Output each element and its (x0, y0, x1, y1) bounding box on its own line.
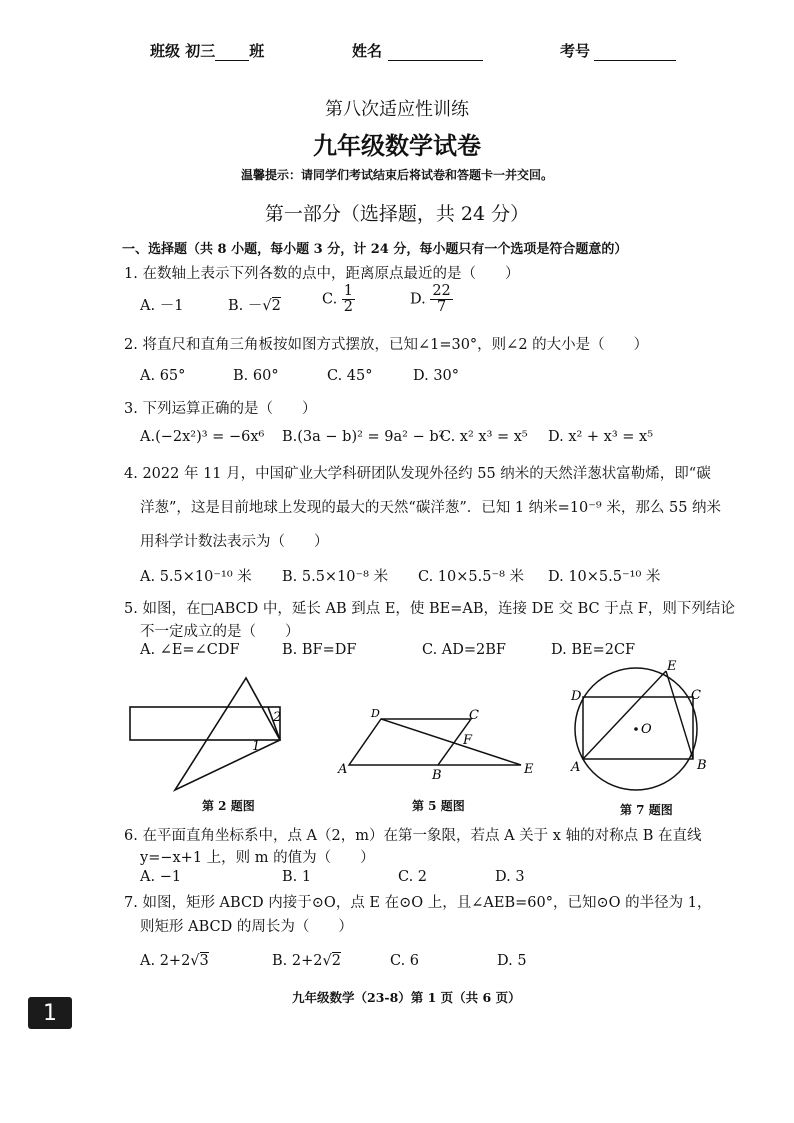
class-field (150, 40, 264, 61)
q4-option-c: C. 10×5.5⁻⁸ 米 (418, 569, 525, 585)
q3-stem: 3. 下列运算正确的是（ ） (124, 401, 317, 417)
figure-q2 (128, 672, 290, 802)
q7-line1: 7. 如图，矩形 ABCD 内接于⊙O，点 E 在⊙O 上，且∠AEB=60°，已知⊙O 的半径为 1， (124, 895, 712, 911)
q5-option-a: A. ∠E=∠CDF (140, 642, 240, 658)
section-heading: 一、选择题（共 8 小题，每小题 3 分，计 24 分，每小题只有一个选项是符合题意的） (122, 242, 628, 257)
class-suffix: 班 (249, 42, 265, 60)
q1-option-c-numerator: 1 (343, 283, 354, 299)
segment-de (381, 719, 521, 765)
q1-option-d (410, 284, 453, 315)
q6-line2: y=−x+1 上，则 m 的值为（ ） (140, 850, 375, 866)
point-o-label: O (641, 722, 652, 737)
q6-option-c: C. 2 (398, 869, 428, 885)
q5-line1: 5. 如图，在□ABCD 中，延长 AB 到点 E，使 BE=AB，连接 DE 交 BC 于点 F，则下列结论 (124, 601, 735, 617)
q7-option-b-prefix: B. 2+2 (272, 953, 323, 969)
q7-option-a-radicand: 3 (199, 953, 209, 969)
point-b-label: B (432, 768, 442, 783)
q3-option-d: D. x² + x³ = x⁵ (548, 429, 654, 445)
q2-option-d: D. 30° (413, 368, 460, 384)
sqrt-sign: √ (190, 953, 200, 969)
q7-option-c: C. 6 (390, 953, 420, 969)
q2-option-b: B. 60° (233, 368, 279, 384)
triangle-ruler (175, 678, 280, 790)
q1-option-c-prefix: C. (322, 291, 338, 308)
q4-line1: 4. 2022 年 11 月，中国矿业大学科研团队发现外径约 55 纳米的天然洋葱状富勒烯，即“碳 (124, 466, 711, 482)
figure-q5 (335, 705, 545, 785)
q7-option-b (272, 953, 341, 969)
q1-option-d-prefix: D. (410, 291, 426, 308)
q7-option-a-prefix: A. 2+2 (140, 953, 191, 969)
figure-q2-caption: 第 2 题图 (202, 799, 255, 813)
q1-option-c (322, 284, 355, 315)
q3-option-b: B.(3a − b)² = 9a² − b² (282, 429, 445, 445)
q4-line2: 洋葱”，这是目前地球上发现的最大的天然“碳洋葱”．已知 1 纳米=10⁻⁹ 米，那么 55 纳米 (140, 500, 722, 516)
q1-option-b-radicand: 2 (271, 298, 281, 314)
q1-option-d-numerator: 22 (432, 283, 451, 299)
point-a-label: A (571, 760, 581, 775)
ruler (130, 707, 280, 740)
part1-heading: 第一部分（选择题，共 24 分） (264, 203, 530, 225)
q7-option-b-radicand: 2 (331, 953, 341, 969)
q7-option-d: D. 5 (497, 953, 527, 969)
class-blank (215, 60, 249, 61)
q6-line1: 6. 在平面直角坐标系中，点 A（2，m）在第一象限，若点 A 关于 x 轴的对称点 B 在直线 (124, 828, 702, 844)
q5-option-d: D. BE=2CF (551, 642, 636, 658)
q6-option-d: D. 3 (495, 869, 525, 885)
q1-option-b (228, 294, 281, 315)
name-field (352, 40, 483, 61)
q5-line2: 不一定成立的是（ ） (140, 624, 300, 640)
q1-option-a: A. －1 (140, 298, 184, 314)
sqrt-sign: √ (322, 953, 332, 969)
angle-2-label: 2 (273, 710, 282, 725)
q3-option-a: A.(−2x²)³ = −6x⁶ (140, 429, 265, 445)
name-label: 姓名 (352, 42, 383, 60)
point-c-label: C (469, 708, 479, 723)
point-a-label: A (338, 762, 348, 777)
reminder-text: 温馨提示：请同学们考试结束后将试卷和答题卡一并交回。 (240, 168, 553, 182)
q7-line2: 则矩形 ABCD 的周长为（ ） (140, 919, 353, 935)
point-f-label: F (463, 733, 473, 748)
q6-option-a: A. −1 (140, 869, 182, 885)
segment-be (666, 671, 693, 759)
point-d-label: D (571, 689, 582, 704)
figure-q5-caption: 第 5 题图 (412, 799, 465, 813)
page-number-badge: 1 (28, 997, 72, 1029)
figure-q7-caption: 第 7 题图 (620, 803, 673, 817)
q2-stem: 2. 将直尺和直角三角板按如图方式摆放，已知∠1=30°，则∠2 的大小是（ ） (124, 337, 649, 353)
sqrt-sign: √ (262, 298, 272, 314)
figure-q7 (565, 655, 715, 805)
point-e-label: E (667, 659, 677, 674)
exam-title: 九年级数学试卷 (313, 131, 481, 160)
q4-line3: 用科学计数法表示为（ ） (140, 534, 329, 550)
q2-option-a: A. 65° (140, 368, 186, 384)
center-o-dot (634, 727, 638, 731)
q5-option-b: B. BF=DF (282, 642, 357, 658)
point-c-label: C (691, 688, 701, 703)
point-e-label: E (524, 762, 534, 777)
exam-number-field (560, 40, 676, 61)
q4-option-d: D. 10×5.5⁻¹⁰ 米 (548, 569, 661, 585)
q2-option-c: C. 45° (327, 368, 373, 384)
point-b-label: B (697, 758, 707, 773)
q4-option-a: A. 5.5×10⁻¹⁰ 米 (140, 569, 252, 585)
q5-option-c: C. AD=2BF (422, 642, 506, 658)
q3-option-c: C. x² x³ = x⁵ (440, 429, 528, 445)
point-d-label: D (371, 707, 380, 720)
page-footer: 九年级数学（23-8）第 1 页（共 6 页） (292, 990, 521, 1005)
q1-option-d-denominator: 7 (436, 299, 447, 316)
exam-number-label: 考号 (560, 42, 591, 60)
q6-option-b: B. 1 (282, 869, 312, 885)
q7-option-a (140, 953, 209, 969)
angle-1-label: 1 (252, 739, 261, 754)
q4-option-b: B. 5.5×10⁻⁸ 米 (282, 569, 389, 585)
q1-option-c-denominator: 2 (343, 299, 354, 316)
exam-number-blank (594, 60, 676, 61)
name-blank (388, 60, 483, 61)
class-label: 班级 初三 (150, 42, 216, 60)
q1-stem: 1. 在数轴上表示下列各数的点中，距离原点最近的是（ ） (124, 266, 520, 282)
q1-option-b-prefix: B. － (228, 298, 263, 314)
exam-subtitle: 第八次适应性训练 (325, 99, 469, 120)
